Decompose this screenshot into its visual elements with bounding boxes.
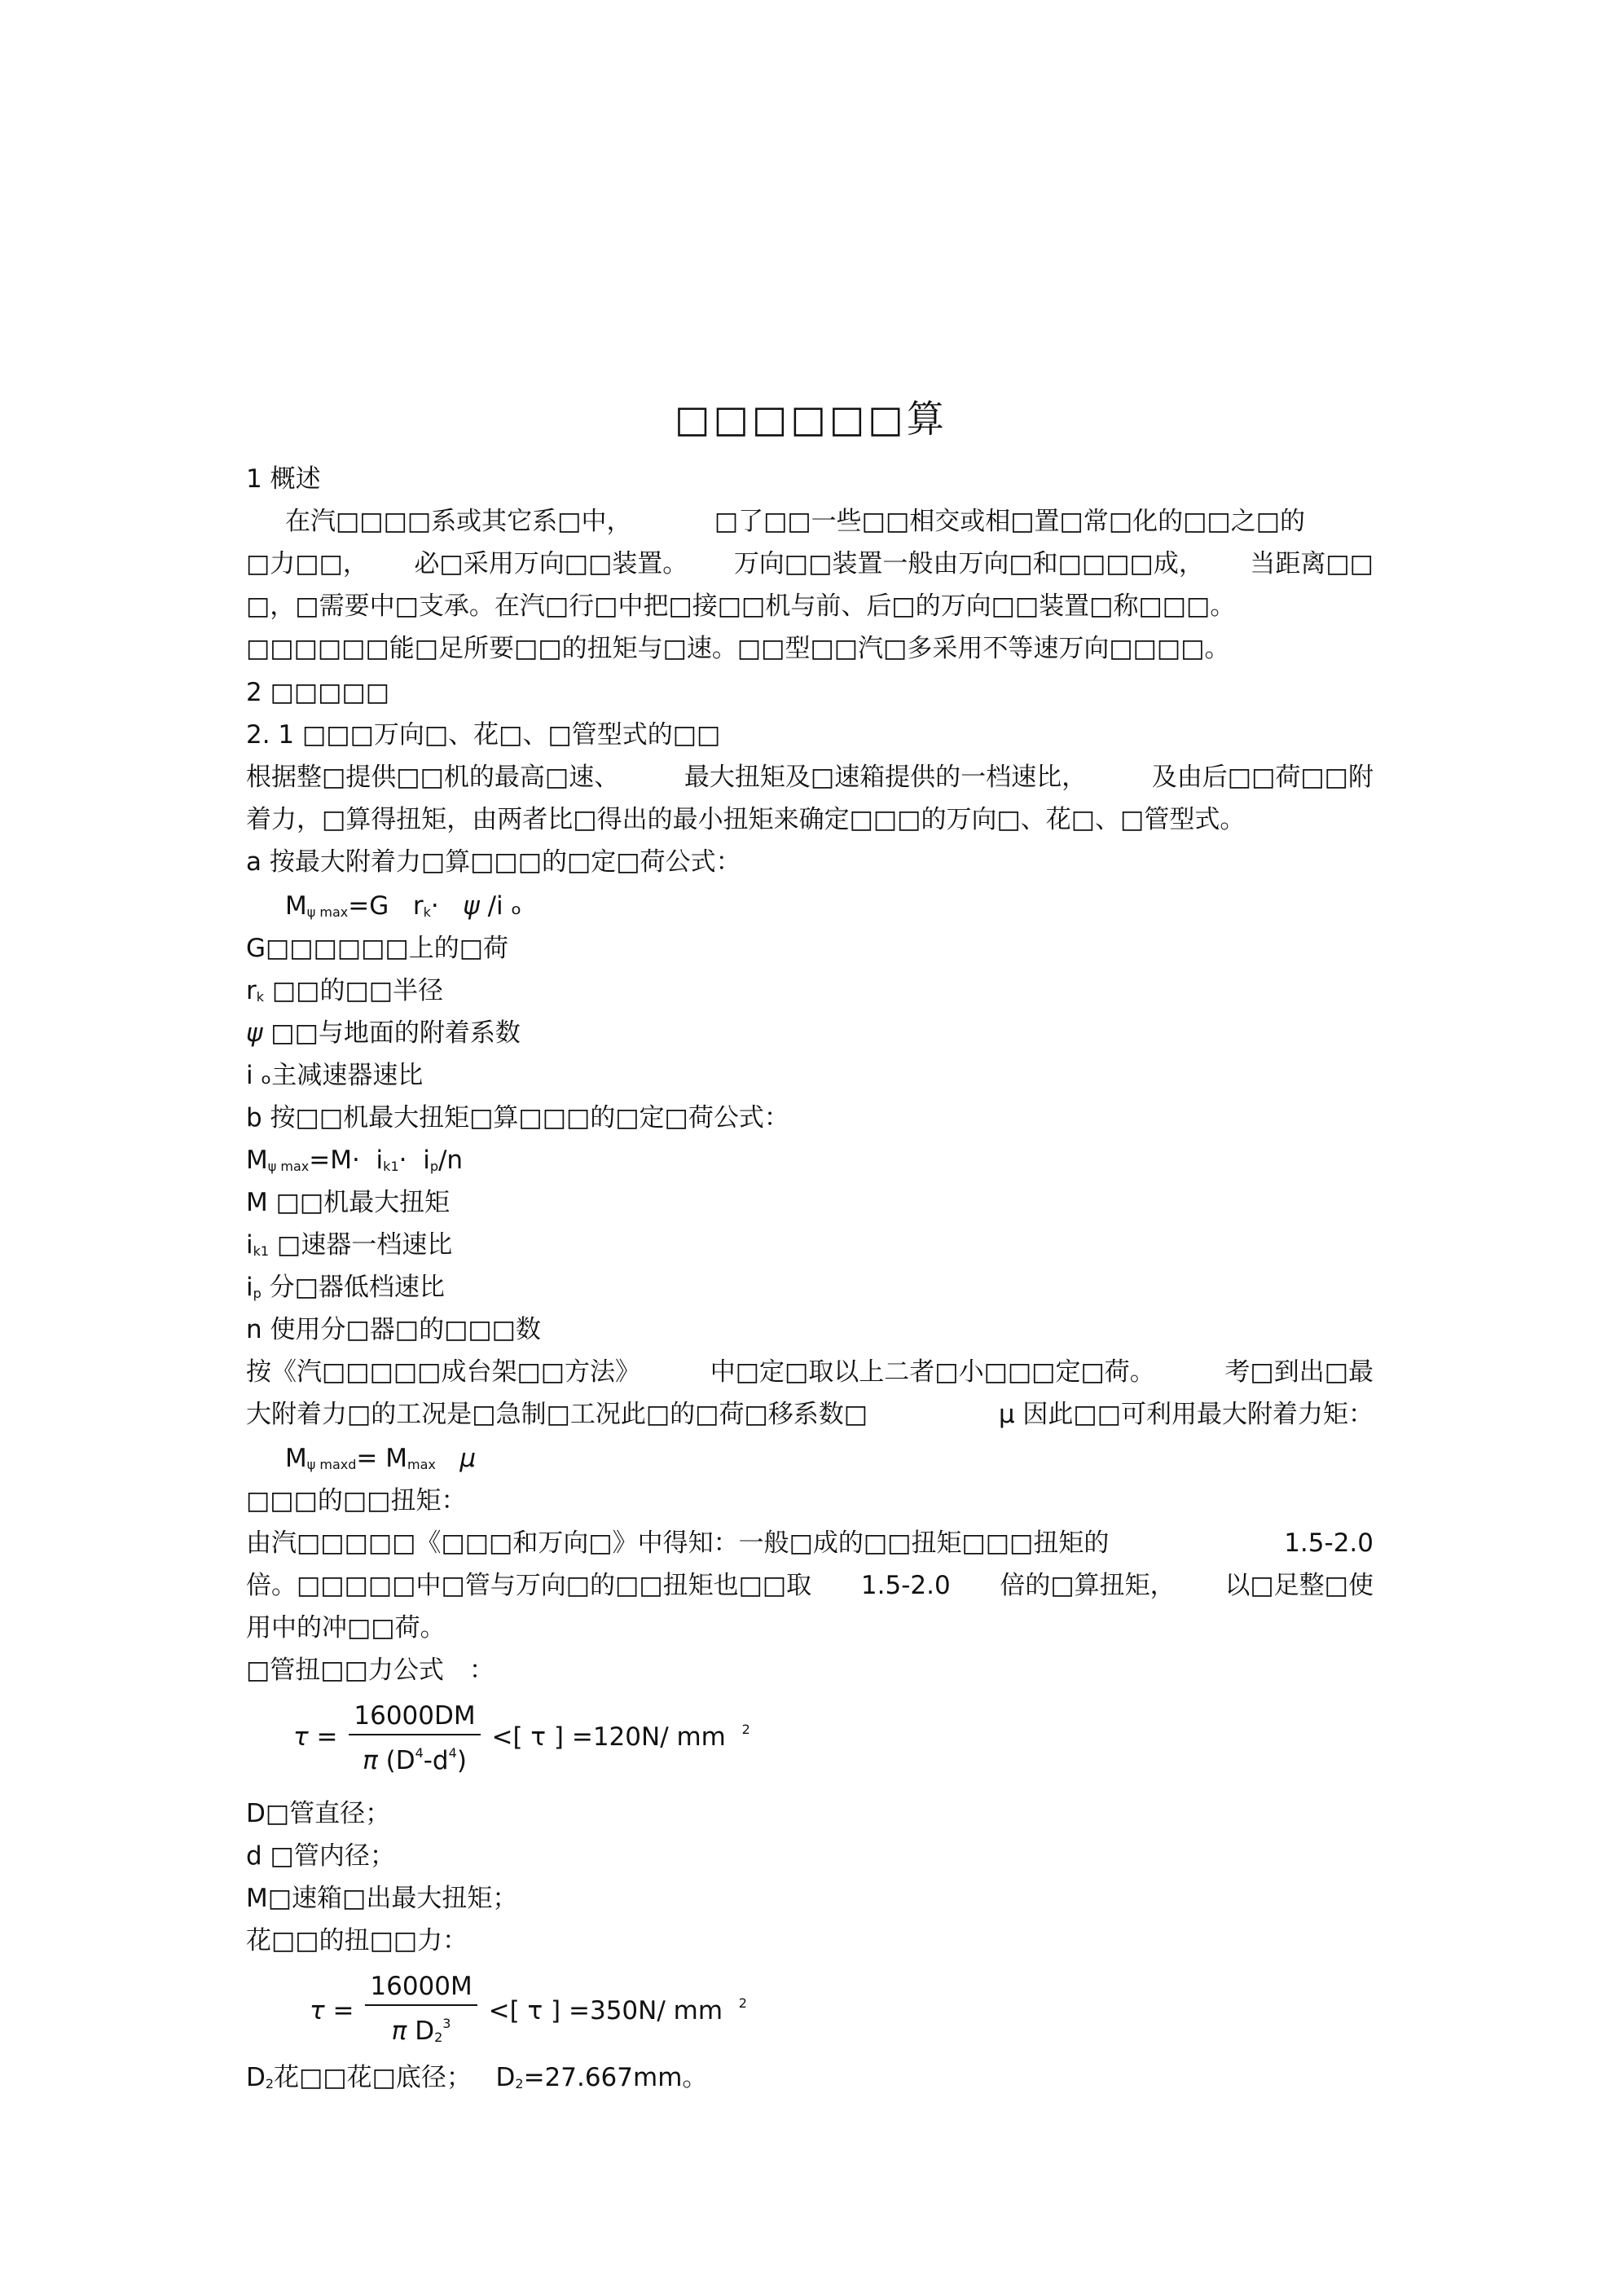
paragraph-line: a 按最大附着力□算□□□的□定□荷公式： — [246, 847, 741, 877]
paragraph-line: 根据整□提供□□机的最高□速、 最大扭矩及□速箱提供的一档速比， 及由后□□荷□□附 — [246, 763, 1374, 792]
definition-m: M □□机最大扭矩 — [246, 1188, 451, 1217]
formula-c: $M_{\psi maxd}= M_{max}$ μ — [285, 1444, 477, 1473]
definition-gearbox-torque: M□速箱□出最大扭矩； — [246, 1884, 518, 1913]
definition-tube-inner: d □管内径； — [246, 1841, 395, 1871]
formula-spline-stress: τ = $\frac{16000M}{\pi D_2^3}$ <[ τ ] =350N/ mm $^2$ — [310, 1972, 747, 2052]
paragraph-line: 倍。□□□□□中□管与万向□的□□扭矩也□□取 1.5-2.0 倍的□算扭矩， 以□足整□使 — [246, 1571, 1374, 1600]
section-1-heading: 1 概述 — [246, 464, 321, 494]
definition-g: G□□□□□□上的□荷 — [246, 934, 509, 963]
paragraph-line: □□□的□□扭矩： — [246, 1486, 467, 1515]
paragraph-line: b 按□□机最大扭矩□算□□□的□定□荷公式： — [246, 1103, 789, 1133]
paragraph-line: □□□□□□能□足所要□□的扭矩与□速。□□型□□汽□多采用不等速万向□□□□。 — [246, 634, 1230, 663]
definition-n: n 使用分□器□的□□□数 — [246, 1315, 541, 1344]
definition-tube-diameter: D□管直径； — [246, 1799, 391, 1828]
section-2-heading: 2 □□□□□ — [246, 678, 390, 707]
definition-ik1: $i_{k1}$ □速器一档速比 — [246, 1230, 453, 1260]
definition-io: i ₒ主减速器速比 — [246, 1061, 424, 1090]
paragraph-line: □管扭□□力公式 ： — [246, 1656, 495, 1685]
paragraph-line: 着力，□算得扭矩，由两者比□得出的最小扭矩来确定□□□的万向□、花□、□管型式。 — [246, 805, 1246, 834]
fraction: $\frac{16000M}{\pi D_2^3}$ — [365, 1972, 477, 2052]
paragraph-line: 按《汽□□□□□成台架□□方法》 中□定□取以上二者□小□□□定□荷。 考□到出□最 — [246, 1357, 1374, 1387]
document-title: □□□□□□算 — [675, 397, 947, 441]
paragraph-line: □，□需要中□支承。在汽□行□中把□接□□机与前、后□的万向□□装置□称□□□。 — [246, 592, 1236, 621]
subsection-2-1-heading: 2. 1 □□□万向□、花□、□管型式的□□ — [246, 720, 721, 750]
paragraph-line: 大附着力□的工况是□急制□工况此□的□荷□移系数□ μ 因此□□可利用最大附着力矩： — [246, 1400, 1374, 1429]
formula-b: $M_{\psi max}=M\cdot i_{k1}\cdot i_p/n$ — [246, 1146, 464, 1175]
formula-tube-stress: τ = $\frac{16000DM}{\pi (D^4-d^4)}$ <[ τ ] =120N/ mm $^2$ — [293, 1701, 750, 1775]
definition-spline-root: $D_2$花□□花□底径； $D_2=27.667mm$。 — [246, 2063, 708, 2092]
definition-ip: $i_p$ 分□器低档速比 — [246, 1273, 445, 1302]
paragraph-line: 由汽□□□□□《□□□和万向□》中得知：一般□成的□□扭矩□□□扭矩的 1.5-2.0 — [246, 1528, 1374, 1558]
paragraph-line: 在汽□□□□系或其它系□中， □了□□一些□□相交或相□置□常□化的□□之□的 — [285, 507, 1305, 536]
fraction: $\frac{16000DM}{\pi (D^4-d^4)}$ — [349, 1701, 480, 1775]
paragraph-line: □力□□， 必□采用万向□□装置。 万向□□装置一般由万向□和□□□□成， 当距离□□ — [246, 549, 1374, 578]
definition-rk: $r_k$ □□的□□半径 — [246, 976, 444, 1005]
definition-psi: ψ □□与地面的附着系数 — [246, 1018, 521, 1048]
formula-a: $M_{\psi max}=G$ $r_k\cdot$ ψ /i ₒ — [285, 891, 522, 921]
paragraph-line: 用中的冲□□荷。 — [246, 1613, 446, 1643]
paragraph-line: 花□□的扭□□力： — [246, 1926, 468, 1955]
